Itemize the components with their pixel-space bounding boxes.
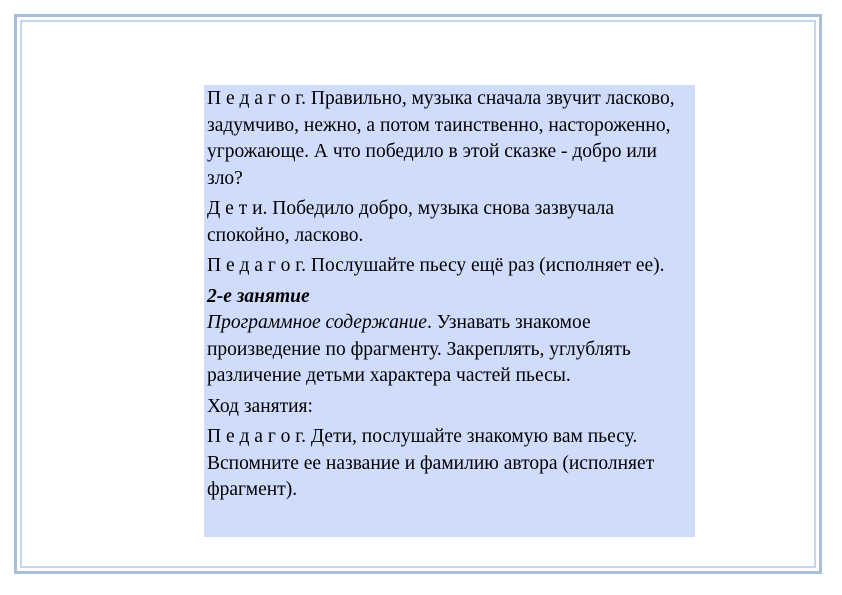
speaker-label: П е д а г о г. bbox=[207, 255, 306, 276]
paragraph-teacher-2 bbox=[207, 253, 692, 280]
paragraph-teacher-3 bbox=[207, 424, 692, 504]
speaker-label: П е д а г о г. bbox=[207, 88, 306, 109]
paragraph-text: Победило добро, музыка снова зазвучала спокойно, ласково. bbox=[207, 198, 615, 246]
course-label: Ход занятия: bbox=[207, 395, 313, 417]
speaker-label: П е д а г о г. bbox=[207, 426, 306, 447]
program-text: . Узнавать знакомое произведение по фрагменту. Закреплять, углублять различение детьми характера частей пьесы. bbox=[207, 312, 631, 386]
lesson-heading: 2-е занятие bbox=[207, 285, 310, 307]
paragraph-text: Правильно, музыка сначала звучит ласково, задумчиво, нежно, а потом таинственно, настороженно, угрожающе. А что победило в этой сказке - добро или зло? bbox=[207, 88, 675, 189]
paragraph-teacher-1 bbox=[207, 86, 692, 192]
program-label: Программное содержание bbox=[207, 312, 427, 333]
lesson-section bbox=[207, 284, 692, 390]
text-block bbox=[204, 85, 695, 537]
paragraph-text: Послушайте пьесу ещё раз (исполняет ее). bbox=[306, 255, 665, 276]
paragraph-text: Дети, послушайте знакомую вам пьесу. Вспомните ее название и фамилию автора (исполняет фрагмент). bbox=[207, 426, 655, 500]
speaker-label: Д е т и. bbox=[207, 198, 268, 219]
paragraph-children bbox=[207, 196, 692, 249]
